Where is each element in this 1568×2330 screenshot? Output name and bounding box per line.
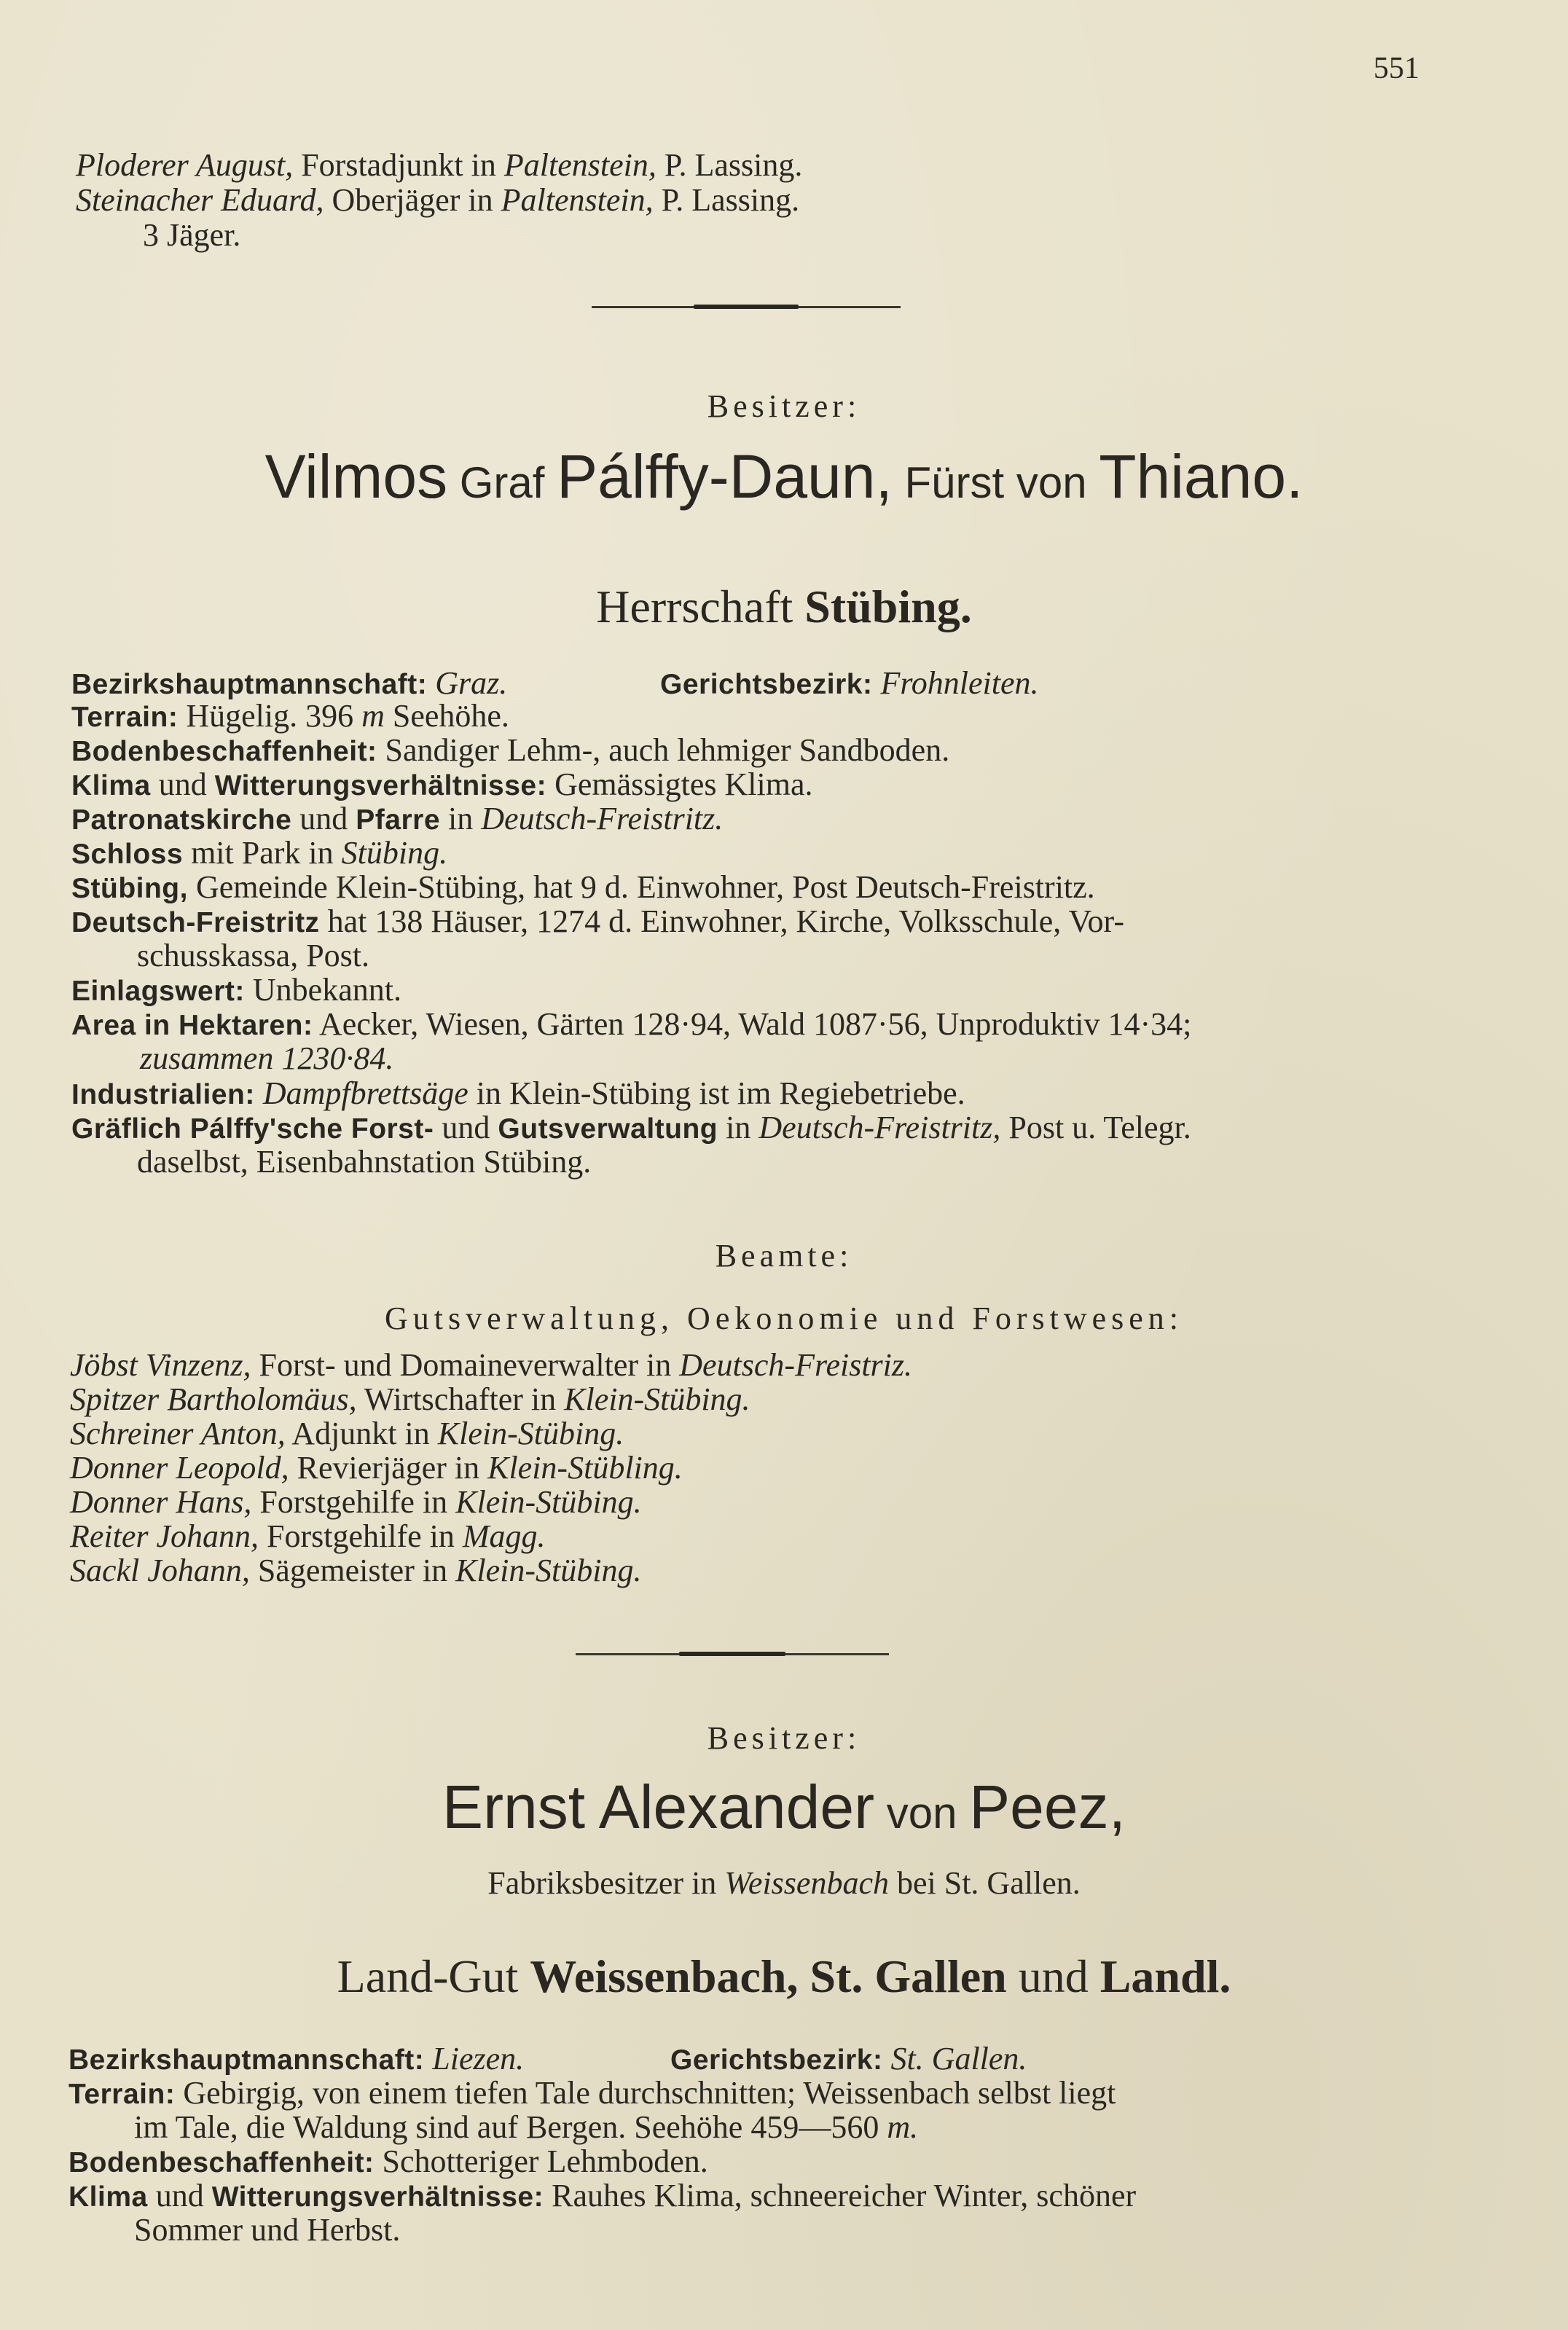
prop-gericht bbox=[670, 2043, 1027, 2075]
prop-area-total: zusammen 1230·84. bbox=[140, 1040, 394, 1076]
staff-name: Reiter Johann, bbox=[70, 1518, 259, 1554]
staff-name: Sackl Johann, bbox=[70, 1553, 250, 1588]
staff-place: Klein-Stübling. bbox=[487, 1450, 683, 1486]
staff-row bbox=[70, 1349, 912, 1381]
subtitle-prefix: Fabriksbesitzer in bbox=[487, 1865, 725, 1901]
staff-name: Spitzer Bartholomäus, bbox=[70, 1381, 357, 1417]
entry-name: Ploderer August, bbox=[76, 147, 294, 183]
prop-label: Witterungsverhältnisse: bbox=[211, 2181, 544, 2213]
prop-label: Bodenbeschaffenheit: bbox=[68, 2147, 375, 2178]
staff-role: Wirtschafter in bbox=[356, 1381, 565, 1417]
prop-gutsverwaltung bbox=[71, 1112, 1191, 1144]
prop-unit: m. bbox=[887, 2109, 919, 2145]
staff-role: Forstgehilfe in bbox=[259, 1518, 463, 1554]
entry-role: Oberjäger in bbox=[324, 182, 501, 218]
entry-jaeger: 3 Jäger. bbox=[143, 217, 241, 253]
prop-value: Rauhes Klima, schneereicher Winter, schöner bbox=[544, 2178, 1137, 2213]
prop-label: Bodenbeschaffenheit: bbox=[71, 736, 377, 767]
owner-surname: Peez, bbox=[969, 1773, 1126, 1841]
prop-unit: m bbox=[361, 698, 385, 734]
prop-bezirk bbox=[71, 667, 507, 699]
prop-terrain bbox=[71, 700, 509, 732]
estate-prefix: Land-Gut bbox=[337, 1950, 530, 2002]
owner-subtitle bbox=[0, 1867, 1568, 1899]
prop-label: Gutsverwaltung bbox=[498, 1113, 718, 1145]
section-divider bbox=[576, 1653, 889, 1655]
staff-place: Klein-Stübing. bbox=[564, 1381, 750, 1417]
prop-label: Gräflich Pálffy'sche Forst- bbox=[71, 1113, 434, 1145]
staff-name: Donner Leopold, bbox=[70, 1450, 289, 1486]
owner-title2: Fürst von bbox=[892, 458, 1099, 507]
estate-prefix: Herrschaft bbox=[596, 581, 805, 632]
prop-label: Witterungsverhältnisse: bbox=[214, 770, 547, 801]
staff-role: Adjunkt in bbox=[285, 1416, 438, 1451]
owner-label: Besitzer: bbox=[707, 1720, 861, 1756]
prop-label: Patronatskirche bbox=[71, 804, 292, 836]
entry-tail: P. Lassing. bbox=[656, 147, 803, 183]
owner-first: Vilmos bbox=[264, 442, 448, 511]
staff-name: Jöbst Vinzenz, bbox=[70, 1347, 251, 1383]
prop-industrialien bbox=[71, 1075, 965, 1111]
prop-bezirk bbox=[68, 2043, 524, 2075]
section-divider bbox=[592, 306, 901, 308]
estate-title bbox=[0, 1950, 1568, 2004]
prop-label: Terrain: bbox=[71, 702, 179, 733]
entry-tail: P. Lassing. bbox=[653, 182, 800, 218]
prop-deutsch-freistritz-cont: schusskassa, Post. bbox=[137, 938, 370, 973]
prop-value: Gemässigtes Klima. bbox=[546, 766, 813, 802]
prop-label: Klima bbox=[68, 2181, 148, 2213]
owner-name bbox=[0, 1772, 1568, 1843]
prop-terrain bbox=[68, 2077, 1116, 2109]
prop-value: Stübing. bbox=[341, 835, 448, 871]
prop-gericht bbox=[660, 667, 1039, 699]
prop-label: Deutsch-Freistritz bbox=[71, 907, 320, 938]
prop-value: Frohnleiten. bbox=[880, 665, 1039, 701]
entry-steinacher bbox=[76, 184, 799, 216]
staff-role: Forst- und Domaineverwalter in bbox=[251, 1347, 680, 1383]
prop-label: Einlagswert: bbox=[71, 976, 245, 1007]
prop-conj: und bbox=[434, 1110, 498, 1145]
staff-place: Klein-Stübing. bbox=[437, 1416, 624, 1451]
prop-value: Graz. bbox=[435, 665, 508, 701]
estate-name: Stübing. bbox=[804, 581, 972, 632]
staff-place: Klein-Stübing. bbox=[455, 1484, 642, 1520]
prop-label: Gerichtsbezirk: bbox=[670, 2044, 883, 2076]
owner-surname: Pálffy-Daun, bbox=[557, 442, 893, 511]
prop-conj: in bbox=[718, 1110, 759, 1145]
prop-value: Schotteriger Lehmboden. bbox=[374, 2143, 708, 2179]
subtitle-tail: bei St. Gallen. bbox=[888, 1865, 1081, 1901]
prop-patronat bbox=[71, 803, 723, 835]
prop-gutsverwaltung-cont: daselbst, Eisenbahnstation Stübing. bbox=[137, 1144, 592, 1180]
prop-deutsch-freistritz bbox=[71, 903, 1124, 939]
prop-label: Klima bbox=[71, 770, 151, 801]
prop-label: Bezirkshauptmannschaft: bbox=[68, 2044, 425, 2076]
prop-value: Liezen. bbox=[432, 2041, 525, 2076]
divider-ornament bbox=[694, 305, 799, 309]
staff-row bbox=[70, 1381, 750, 1417]
estate-conj: und bbox=[1006, 1950, 1100, 2002]
staff-role: Forstgehilfe in bbox=[251, 1484, 456, 1520]
prop-label: Pfarre bbox=[356, 804, 441, 836]
prop-label: Industrialien: bbox=[71, 1079, 255, 1110]
entry-place: Paltenstein, bbox=[501, 182, 654, 218]
staff-place: Deutsch-Freistriz. bbox=[679, 1347, 913, 1383]
prop-klima-cont: Sommer und Herbst. bbox=[134, 2212, 401, 2248]
entry-place: Paltenstein, bbox=[503, 147, 656, 183]
prop-label: Schloss bbox=[71, 839, 184, 870]
beamte-label: Beamte: bbox=[715, 1238, 853, 1274]
prop-value: Sandiger Lehm-, auch lehmiger Sandboden. bbox=[385, 732, 950, 768]
prop-conj: und bbox=[150, 766, 215, 802]
prop-klima bbox=[68, 2180, 1136, 2212]
staff-name: Donner Hans, bbox=[70, 1484, 252, 1520]
prop-value: St. Gallen. bbox=[890, 2041, 1027, 2076]
estate-name: Landl. bbox=[1099, 1950, 1231, 2002]
estate-name: Weissenbach, St. Gallen bbox=[530, 1950, 1007, 2002]
prop-label: Area in Hektaren: bbox=[71, 1010, 313, 1041]
owner-title: von bbox=[874, 1789, 970, 1837]
staff-place: Magg. bbox=[462, 1518, 546, 1554]
prop-text: in Klein-Stübing ist im Regiebetriebe. bbox=[468, 1075, 965, 1111]
prop-value: Aecker, Wiesen, Gärten 128·94, Wald 1087·56, Unproduktiv 14·34; bbox=[313, 1006, 1192, 1042]
prop-stuebing bbox=[71, 871, 1095, 903]
prop-label: Gerichtsbezirk: bbox=[660, 669, 873, 700]
prop-klima bbox=[71, 766, 813, 802]
prop-label: Terrain: bbox=[68, 2079, 176, 2110]
staff-row bbox=[70, 1518, 546, 1554]
prop-value: Dampfbrettsäge bbox=[262, 1075, 469, 1111]
prop-label: Stübing, bbox=[71, 873, 188, 904]
staff-row bbox=[70, 1418, 624, 1450]
owner-title: Graf bbox=[447, 458, 557, 507]
prop-tail: Post u. Telegr. bbox=[1000, 1110, 1191, 1145]
staff-role: Revierjäger in bbox=[289, 1450, 488, 1486]
prop-conj: und bbox=[147, 2178, 212, 2213]
prop-schloss bbox=[71, 837, 447, 869]
staff-name: Schreiner Anton, bbox=[70, 1416, 286, 1451]
prop-tail: Seehöhe. bbox=[384, 698, 509, 734]
owner-first: Ernst Alexander bbox=[442, 1773, 875, 1841]
prop-value: Deutsch-Freistritz, bbox=[758, 1110, 1001, 1145]
entry-name: Steinacher Eduard, bbox=[76, 182, 324, 218]
prop-value: Unbekannt. bbox=[244, 972, 401, 1008]
entry-ploderer bbox=[76, 149, 802, 181]
prop-text: Gemeinde Klein-Stübing, hat 9 d. Einwohner, Post Deutsch-Freistritz. bbox=[187, 869, 1095, 905]
prop-value: Hügelig. 396 bbox=[186, 698, 362, 734]
prop-einlagswert bbox=[71, 974, 401, 1006]
owner-name bbox=[0, 442, 1568, 512]
staff-place: Klein-Stübing. bbox=[455, 1553, 642, 1588]
estate-title bbox=[0, 580, 1568, 634]
staff-row bbox=[70, 1555, 642, 1587]
prop-boden bbox=[68, 2143, 708, 2179]
staff-role: Sägemeister in bbox=[249, 1553, 456, 1588]
prop-boden bbox=[71, 734, 949, 766]
prop-text: mit Park in bbox=[183, 835, 342, 871]
owner-place: Thiano. bbox=[1099, 442, 1304, 511]
prop-text: hat 138 Häuser, 1274 d. Einwohner, Kirche, Volksschule, Vor- bbox=[319, 903, 1124, 939]
prop-label: Bezirkshauptmannschaft: bbox=[71, 669, 428, 700]
staff-row bbox=[70, 1486, 642, 1518]
prop-value: Gebirgig, von einem tiefen Tale durchschnitten; Weissenbach selbst liegt bbox=[175, 2075, 1116, 2111]
prop-conj: und bbox=[291, 801, 356, 836]
owner-label: Besitzer: bbox=[707, 388, 861, 424]
staff-row bbox=[70, 1452, 683, 1484]
subtitle-place: Weissenbach bbox=[724, 1865, 889, 1901]
entry-role: Forstadjunkt in bbox=[293, 147, 504, 183]
department-label: Gutsverwaltung, Oekonomie und Forstwesen: bbox=[385, 1301, 1183, 1336]
prop-area bbox=[71, 1008, 1191, 1040]
page-number: 551 bbox=[1373, 52, 1419, 85]
prop-value: Deutsch-Freistritz. bbox=[481, 801, 724, 836]
prop-terrain-cont bbox=[134, 2111, 918, 2143]
divider-ornament bbox=[679, 1652, 785, 1656]
prop-value: im Tale, die Waldung sind auf Bergen. Seehöhe 459—560 bbox=[134, 2109, 887, 2145]
prop-conj: in bbox=[440, 801, 482, 836]
